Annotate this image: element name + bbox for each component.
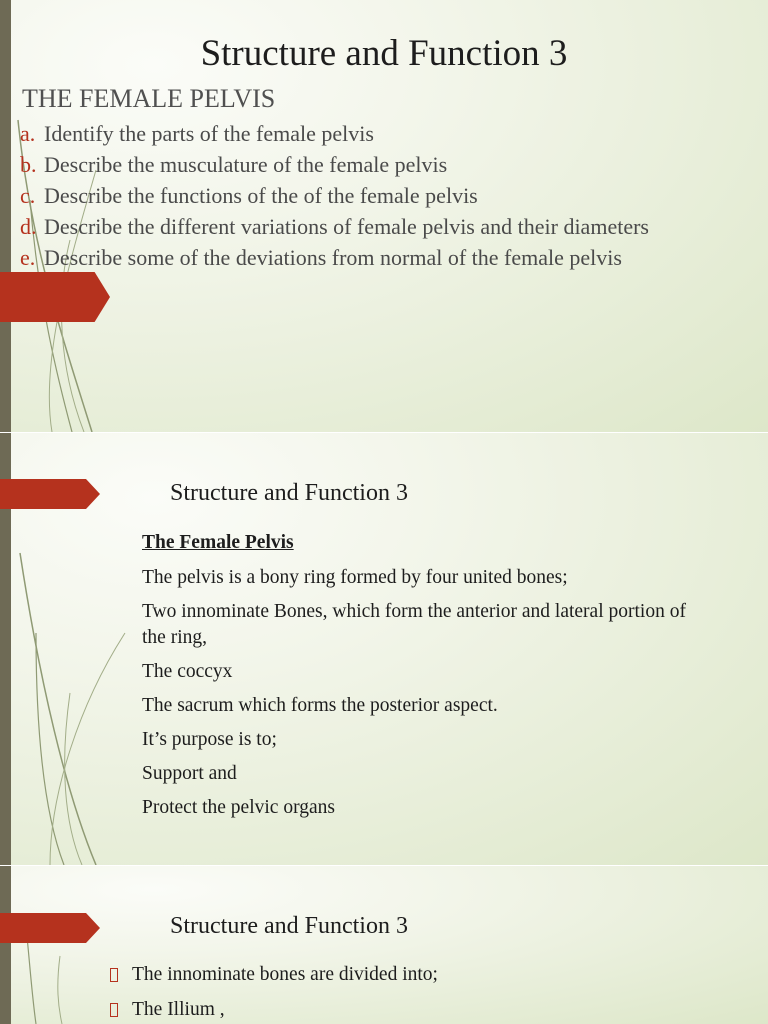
slide-arrow-marker: [0, 479, 100, 509]
objectives-list: [20, 118, 760, 273]
body-line: It’s purpose is to;: [142, 729, 277, 750]
list-marker: e.: [20, 245, 36, 270]
slide-arrow-marker: [0, 272, 110, 322]
slide-title: Structure and Function 3: [170, 480, 408, 506]
slide-2: [0, 433, 768, 865]
list-marker: c.: [20, 183, 36, 208]
body-line: The sacrum which forms the posterior aspect.: [142, 695, 498, 716]
list-item: [110, 997, 438, 1023]
slide-1: [0, 0, 768, 432]
list-item-text: Describe some of the deviations from normal of the female pelvis: [44, 245, 622, 270]
list-marker: d.: [20, 214, 37, 239]
bullet-list: [110, 962, 438, 1024]
list-item-text: The innominate bones are divided into;: [132, 964, 438, 985]
slide-title: Structure and Function 3: [200, 33, 568, 74]
list-item-text: Describe the different variations of female pelvis and their diameters: [44, 214, 649, 239]
slide-title: Structure and Function 3: [170, 913, 408, 939]
slide-body: [142, 530, 702, 829]
list-marker: a.: [20, 121, 36, 146]
list-item: [20, 149, 760, 180]
list-item: [20, 118, 760, 149]
body-line: Protect the pelvic organs: [142, 797, 335, 818]
slide-subtitle: THE FEMALE PELVIS: [22, 84, 276, 113]
list-item-text: Identify the parts of the female pelvis: [44, 121, 374, 146]
list-item-text: Describe the functions of the of the female pelvis: [44, 183, 478, 208]
list-item: [20, 242, 760, 273]
list-item: [20, 211, 760, 242]
slide-3: [0, 866, 768, 1024]
bullet-box-icon: [110, 968, 118, 982]
list-marker: b.: [20, 152, 37, 177]
body-line: Two innominate Bones, which form the anterior and lateral portion of the ring,: [142, 601, 686, 648]
list-item: [20, 180, 760, 211]
body-line: Support and: [142, 763, 237, 784]
list-item-text: Describe the musculature of the female pelvis: [44, 152, 448, 177]
body-line: The pelvis is a bony ring formed by four united bones;: [142, 567, 568, 588]
body-line: The coccyx: [142, 661, 233, 682]
list-item-text: The Illium ,: [132, 999, 225, 1020]
slide-arrow-marker: [0, 913, 100, 943]
bullet-box-icon: [110, 1003, 118, 1017]
section-heading: The Female Pelvis: [142, 532, 294, 553]
list-item: [110, 962, 438, 988]
